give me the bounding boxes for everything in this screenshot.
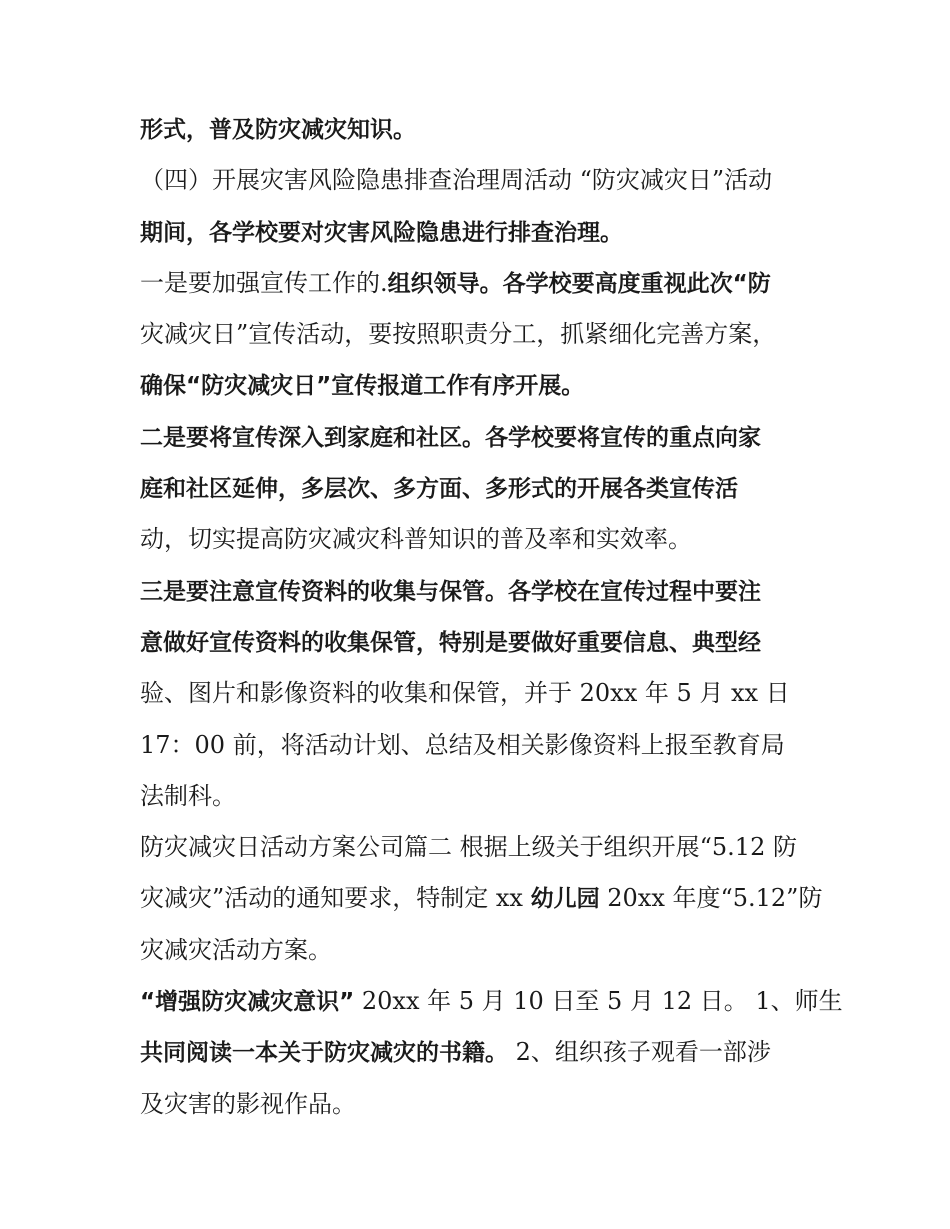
text-segment: 组织领导。各学校要高度重视此次“防 — [387, 270, 771, 297]
text-segment: 一是要加强宣传工作的. — [140, 268, 388, 297]
text-line — [140, 309, 830, 360]
text-line — [140, 720, 830, 771]
text-segment: 20xx 年度“5.12”防 — [599, 884, 823, 913]
text-line — [140, 617, 830, 668]
text-line — [140, 412, 830, 463]
text-segment: 灾减灾日”宣传活动，要按照职责分工，抓紧细化完善方案， — [140, 320, 777, 349]
text-line — [140, 1027, 830, 1078]
text-segment: 17：00 前，将活动计划、总结及相关影像资料上报至教育局 — [140, 730, 785, 759]
text-segment: 期间，各学校要对灾害风险隐患进行排查治理。 — [140, 219, 623, 246]
text-segment: 灾减灾活动方案。 — [140, 935, 332, 964]
text-line — [140, 463, 830, 514]
text-line — [140, 668, 830, 719]
text-line — [140, 104, 830, 155]
text-line — [140, 514, 830, 565]
text-segment: 三是要注意宣传资料的收集与保管。各学校在宣传过程中要注 — [140, 578, 761, 605]
text-segment: 共同阅读一本关于防灾减灾的书籍。 — [140, 1040, 508, 1067]
text-line — [140, 360, 830, 411]
text-segment: 意做好宣传资料的收集保管，特别是要做好重要信息、典型经 — [140, 629, 761, 656]
text-segment: 幼儿园 — [530, 886, 600, 913]
text-line — [140, 976, 843, 1027]
text-segment: 形式，普及防灾减灾知识。 — [140, 117, 416, 143]
text-line — [140, 771, 830, 822]
text-line — [140, 155, 830, 206]
document-body — [140, 104, 843, 1130]
text-segment: 防灾减灾日活动方案公司篇二 根据上级关于组织开展“5.12 防 — [140, 833, 797, 862]
text-segment: （四）开展灾害风险隐患排查治理周活动 “防灾减灾日”活动 — [140, 166, 773, 195]
text-segment: 及灾害的影视作品。 — [140, 1089, 356, 1118]
text-line — [140, 258, 830, 309]
text-line — [140, 873, 830, 924]
text-line — [140, 1079, 830, 1130]
text-segment: 2、组织孩子观看一部涉 — [508, 1038, 771, 1067]
text-line — [140, 207, 830, 258]
text-line — [140, 925, 830, 976]
text-segment: 动，切实提高防灾减灾科普知识的普及率和实效率。 — [140, 525, 692, 554]
text-segment: 验、图片和影像资料的收集和保管，并于 20xx 年 5 月 xx 日 — [140, 679, 790, 708]
text-segment: 庭和社区延伸，多层次、多方面、多形式的开展各类宣传活 — [140, 476, 738, 503]
text-segment: “增强防灾减灾意识” — [140, 989, 355, 1016]
text-line — [140, 822, 830, 873]
text-line — [140, 566, 830, 617]
text-segment: 20xx 年 5 月 10 日至 5 月 12 日。 1、师生 — [354, 987, 843, 1016]
text-segment: 法制科。 — [140, 781, 236, 810]
text-segment: 灾减灾”活动的通知要求，特制定 xx — [140, 884, 531, 913]
text-segment: 二是要将宣传深入到家庭和社区。各学校要将宣传的重点向家 — [140, 424, 761, 451]
text-segment: 确保“防灾减灾日”宣传报道工作有序开展。 — [140, 373, 585, 400]
